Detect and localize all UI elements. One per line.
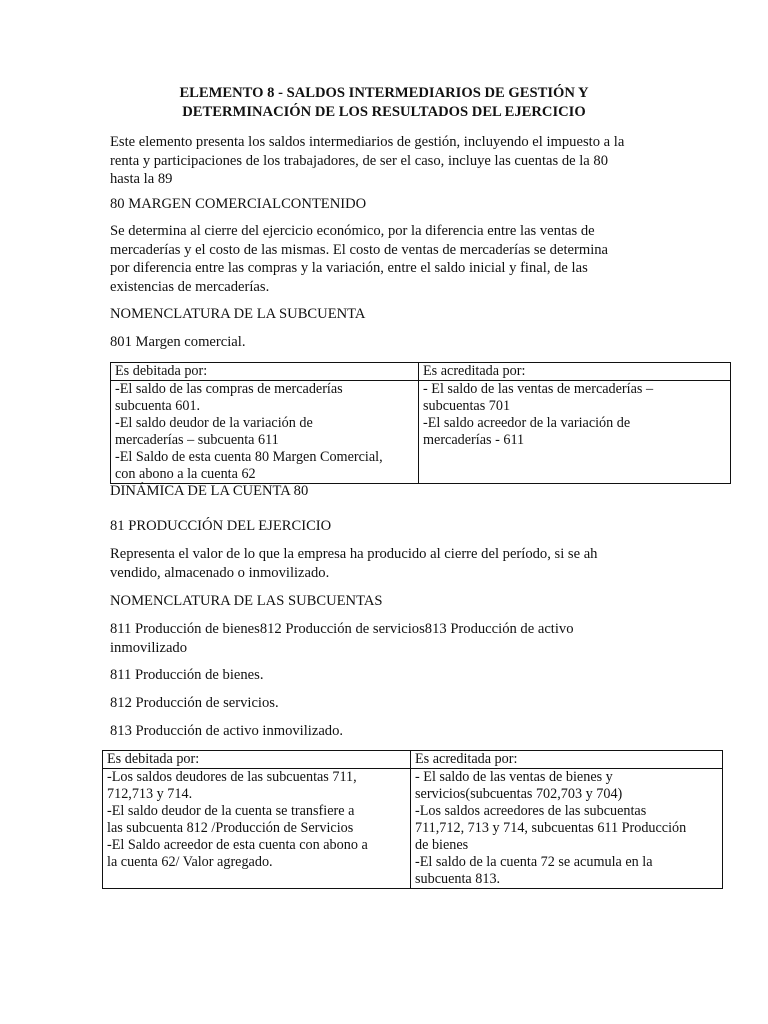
debit-line: subcuenta 601. — [115, 398, 201, 414]
section-81-nomenclatura: NOMENCLATURA DE LAS SUBCUENTAS — [110, 593, 383, 609]
debit-line: la cuenta 62/ Valor agregado. — [107, 854, 273, 870]
dinamica-80: DINÁMICA DE LA CUENTA 80 — [110, 483, 309, 499]
debit-line: -El Saldo de esta cuenta 80 Margen Comercial, — [115, 449, 383, 465]
description-line: por diferencia entre las compras y la variación, entre el saldo inicial y final, de las — [110, 260, 588, 276]
intro-line: Este elemento presenta los saldos intermediarios de gestión, incluyendo el impuesto a la — [110, 134, 625, 150]
credit-header: Es acreditada por: — [411, 751, 723, 769]
subcuenta-801: 801 Margen comercial. — [110, 334, 246, 350]
credit-line: de bienes — [415, 837, 469, 853]
title-line-2: DETERMINACIÓN DE LOS RESULTADOS DEL EJERCICIO — [182, 104, 586, 120]
debit-cell — [103, 769, 411, 889]
description-line: Se determina al cierre del ejercicio económico, por la diferencia entre las ventas de — [110, 223, 595, 239]
credit-line: servicios(subcuentas 702,703 y 704) — [415, 786, 623, 802]
debit-line: -El Saldo acreedor de esta cuenta con abono a — [107, 837, 368, 853]
debit-line: las subcuenta 812 /Producción de Servicios — [107, 820, 354, 836]
debit-header: Es debitada por: — [103, 751, 411, 769]
credit-line: - El saldo de las ventas de bienes y — [415, 769, 613, 785]
account-81-table — [102, 750, 723, 889]
credit-cell — [419, 381, 731, 484]
credit-line: subcuentas 701 — [423, 398, 511, 414]
intro-line: renta y participaciones de los trabajadores, de ser el caso, incluye las cuentas de la 80 — [110, 152, 609, 169]
credit-line: -El saldo de la cuenta 72 se acumula en la — [415, 854, 653, 870]
intro-paragraph — [110, 133, 670, 189]
section-81-description — [110, 545, 670, 582]
section-80-heading: 80 MARGEN COMERCIALCONTENIDO — [110, 196, 367, 212]
section-81-heading: 81 PRODUCCIÓN DEL EJERCICIO — [110, 518, 332, 534]
document-title — [110, 84, 658, 122]
subcuenta-811: 811 Producción de bienes. — [110, 667, 264, 683]
subcuentas-list-line: 811 Producción de bienes812 Producción de servicios813 Producción de activo — [110, 621, 574, 637]
credit-cell — [411, 769, 723, 889]
credit-line: subcuenta 813. — [415, 871, 501, 887]
subcuenta-813: 813 Producción de activo inmovilizado. — [110, 723, 344, 739]
debit-line: -Los saldos deudores de las subcuentas 711, — [107, 769, 357, 785]
subcuentas-list — [110, 620, 670, 657]
credit-line: 711,712, 713 y 714, subcuentas 611 Producción — [415, 820, 687, 836]
credit-header: Es acreditada por: — [419, 363, 731, 381]
title-line-1: ELEMENTO 8 - SALDOS INTERMEDIARIOS DE GESTIÓN Y — [179, 85, 589, 101]
description-line: mercaderías y el costo de las mismas. El costo de ventas de mercaderías se determina — [110, 241, 609, 258]
credit-line: - El saldo de las ventas de mercaderías – — [423, 381, 654, 397]
debit-cell — [111, 381, 419, 484]
subcuenta-812: 812 Producción de servicios. — [110, 695, 279, 711]
section-80-nomenclatura: NOMENCLATURA DE LA SUBCUENTA — [110, 306, 366, 322]
debit-line: -El saldo deudor de la cuenta se transfiere a — [107, 803, 355, 819]
account-80-table — [110, 362, 731, 484]
description-line: existencias de mercaderías. — [110, 278, 270, 295]
description-line: vendido, almacenado o inmovilizado. — [110, 564, 330, 581]
credit-line: mercaderías - 611 — [423, 432, 525, 448]
debit-line: mercaderías – subcuenta 611 — [115, 432, 279, 448]
credit-line: -Los saldos acreedores de las subcuentas — [415, 803, 647, 819]
debit-header: Es debitada por: — [111, 363, 419, 381]
debit-line: -El saldo de las compras de mercaderías — [115, 381, 343, 397]
subcuentas-list-line: inmovilizado — [110, 639, 188, 656]
section-80-description — [110, 222, 670, 296]
credit-line: -El saldo acreedor de la variación de — [423, 415, 631, 431]
description-line: Representa el valor de lo que la empresa ha producido al cierre del período, si se ah — [110, 546, 598, 562]
intro-line: hasta la 89 — [110, 171, 173, 187]
debit-line: con abono a la cuenta 62 — [115, 466, 256, 482]
debit-line: -El saldo deudor de la variación de — [115, 415, 313, 431]
debit-line: 712,713 y 714. — [107, 786, 193, 802]
